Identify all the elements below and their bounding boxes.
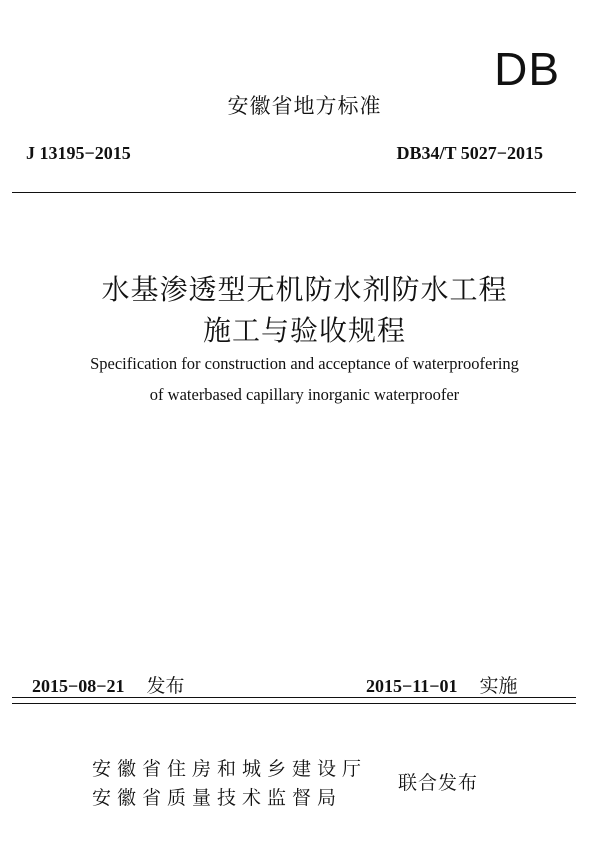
bottom-rule-thick bbox=[12, 697, 576, 698]
publisher-2: 安徽省质量技术监督局 bbox=[92, 787, 343, 809]
issue-date: 2015−08−21 bbox=[32, 676, 125, 696]
bottom-rule-thin bbox=[12, 703, 576, 704]
db-logo: DB bbox=[494, 43, 560, 95]
title-en-line1: Specification for construction and acceptance of waterproofering bbox=[90, 354, 519, 373]
joint-publish-label: 联合发布 bbox=[398, 772, 479, 794]
implement-block bbox=[366, 671, 518, 698]
implement-date: 2015−11−01 bbox=[366, 676, 458, 696]
title-en-line2: of waterbased capillary inorganic waterproofer bbox=[149, 385, 460, 404]
standard-number: DB34/T 5027−2015 bbox=[396, 143, 543, 163]
issue-label: 发布 bbox=[146, 675, 185, 697]
implement-label: 实施 bbox=[479, 675, 518, 697]
title-cn-line2: 施工与验收规程 bbox=[202, 314, 406, 347]
title-cn-line1: 水基渗透型无机防水剂防水工程 bbox=[101, 273, 508, 306]
top-rule bbox=[12, 192, 576, 193]
record-number: J 13195−2015 bbox=[26, 143, 131, 163]
issue-block bbox=[32, 671, 185, 698]
standard-type: 安徽省地方标准 bbox=[227, 94, 382, 118]
publisher-1: 安徽省住房和城乡建设厅 bbox=[92, 758, 368, 780]
